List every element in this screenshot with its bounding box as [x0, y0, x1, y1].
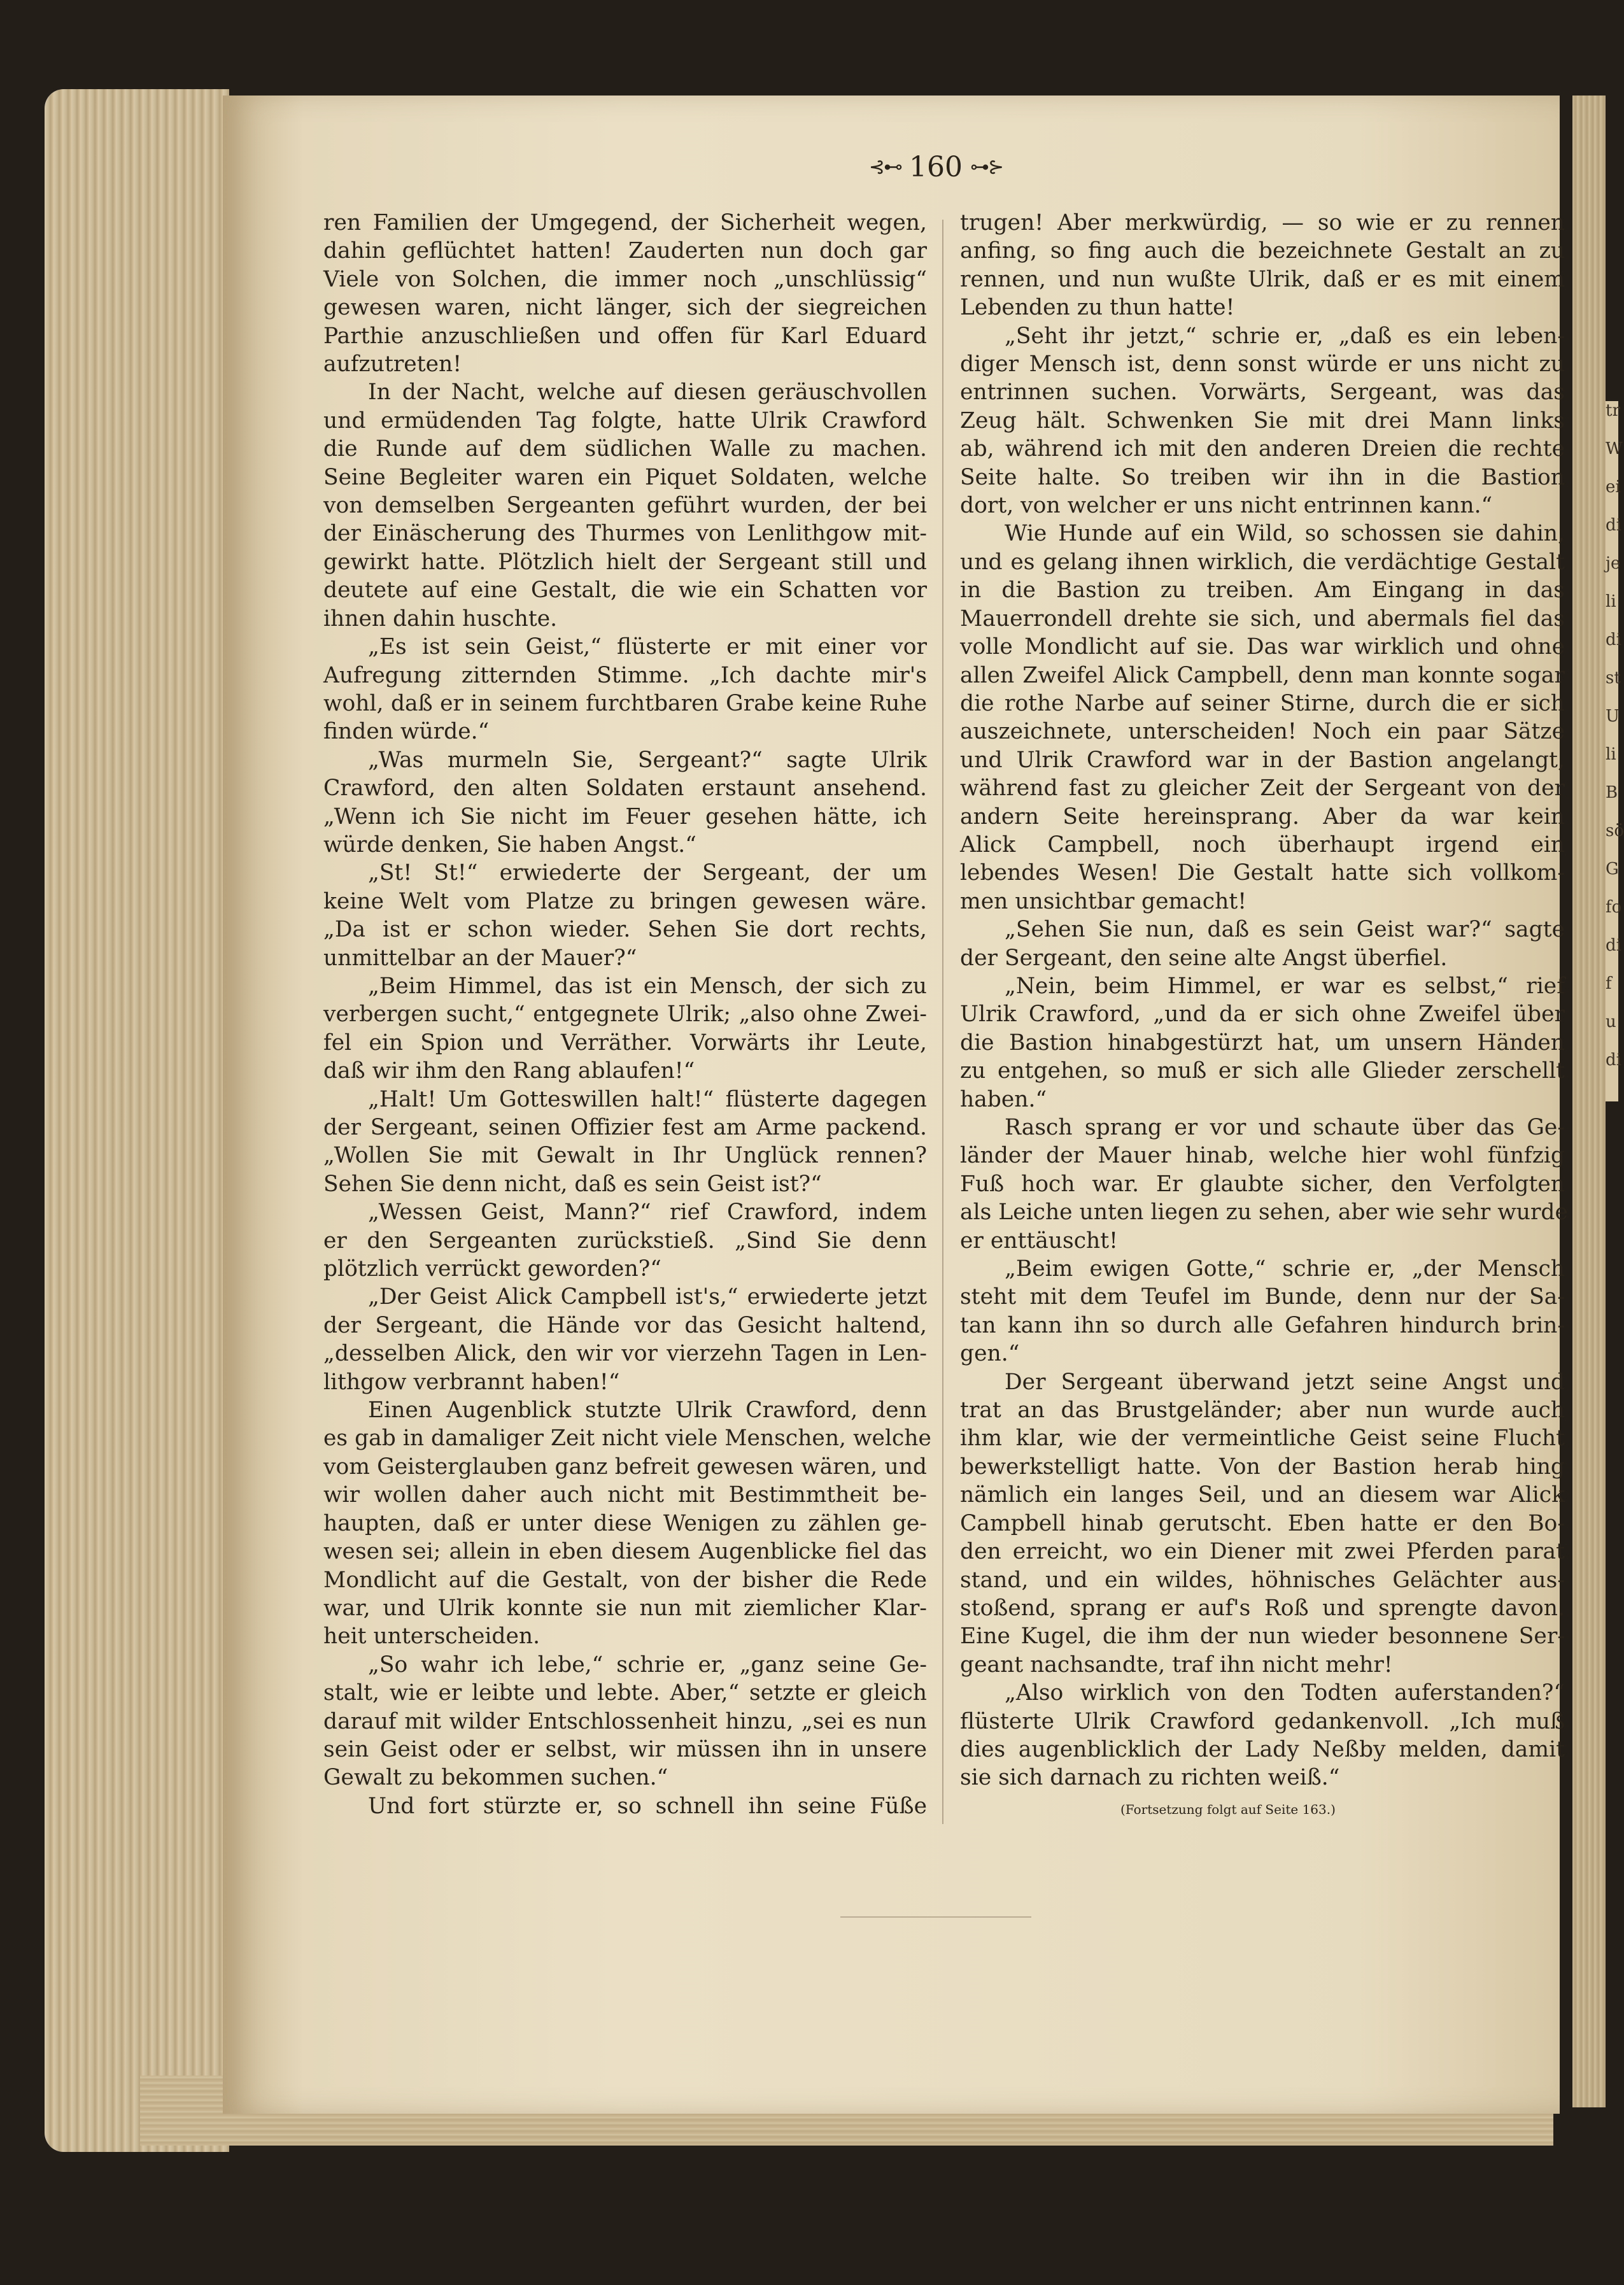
- text-line: daß wir ihm den Rang ablaufen!“: [323, 1058, 695, 1084]
- next-page-fragment-text: u: [1606, 1012, 1616, 1031]
- page-number-header: [828, 148, 1044, 186]
- text-line: Sehen Sie denn nicht, daß es sein Geist ist?“: [323, 1171, 822, 1197]
- text-line: Wie Hunde auf ein Wild, so schossen sie dahin,: [1005, 521, 1565, 547]
- text-line: trugen! Aber merkwürdig, — so wie er zu rennen: [960, 210, 1565, 236]
- next-page-fragment-text: sö: [1606, 821, 1624, 840]
- next-page-fragment-text: ei: [1606, 478, 1621, 497]
- text-line: steht mit dem Teufel im Bunde, denn nur der Sa-: [960, 1284, 1565, 1310]
- text-line: die Runde auf dem südlichen Walle zu machen.: [323, 436, 927, 462]
- text-line: der Sergeant, seinen Offizier fest am Arme packend.: [323, 1115, 927, 1140]
- text-line: Viele von Solchen, die immer noch „unschlüssig“: [323, 266, 927, 292]
- text-line: Seine Begleiter waren ein Piquet Soldaten, welche: [323, 464, 927, 490]
- next-page-fragment-text: B: [1606, 783, 1618, 802]
- text-line: und ermüdenden Tag folgte, hatte Ulrik Crawford: [323, 407, 927, 434]
- text-line: und es gelang ihnen wirklich, die verdächtige Gestalt: [960, 549, 1565, 575]
- text-line: Aufregung zitternden Stimme. „Ich dachte mir's: [323, 662, 927, 688]
- text-line: Campbell hinab gerutscht. Eben hatte er den Bo-: [960, 1510, 1565, 1536]
- text-line: „Wollen Sie mit Gewalt in Ihr Unglück rennen?: [323, 1143, 927, 1169]
- text-line: nämlich ein langes Seil, und an diesem war Alick: [960, 1482, 1565, 1508]
- text-line: „Beim Himmel, das ist ein Mensch, der sich zu: [368, 973, 927, 999]
- ornament-left: ⊰⊷: [868, 155, 901, 178]
- text-line: gewesen waren, nicht länger, sich der siegreichen: [323, 295, 927, 321]
- text-line: Und fort stürzte er, so schnell ihn seine Füße: [368, 1793, 927, 1819]
- text-line: In der Nacht, welche auf diesen geräuschvollen: [368, 379, 927, 406]
- text-line: als Leiche unten liegen zu sehen, aber wie sehr wurde: [960, 1199, 1568, 1226]
- text-line: stalt, wie er leibte und lebte. Aber,“ setzte er gleich: [323, 1680, 927, 1706]
- text-line: zu entgehen, so muß er sich alle Glieder zerschellt: [960, 1058, 1565, 1084]
- text-line: unmittelbar an der Mauer?“: [323, 945, 637, 971]
- text-line: sein Geist oder er selbst, wir müssen ihn in unsere: [323, 1736, 927, 1762]
- continuation-note: (Fortsetzung folgt auf Seite 163.): [1120, 1802, 1336, 1817]
- text-line: dies augenblicklich der Lady Neßby melden, damit: [960, 1736, 1565, 1762]
- text-line: anfing, so fing auch die bezeichnete Gestalt an zu: [960, 238, 1565, 264]
- text-line: entrinnen suchen. Vorwärts, Sergeant, was das: [960, 379, 1565, 406]
- text-line: geant nachsandte, traf ihn nicht mehr!: [960, 1652, 1393, 1678]
- right-text-column: [960, 209, 1568, 1792]
- text-line: und Ulrik Crawford war in der Bastion angelangt,: [960, 747, 1565, 773]
- text-line: tan kann ihn so durch alle Gefahren hindurch brin-: [960, 1312, 1565, 1338]
- text-line: wohl, daß er in seinem furchtbaren Grabe keine Ruhe: [323, 690, 927, 716]
- next-page-fragment-text: li: [1606, 745, 1616, 764]
- text-line: „St! St!“ erwiederte der Sergeant, der um: [368, 860, 927, 886]
- text-line: stand, und ein wildes, höhnisches Gelächter aus-: [960, 1567, 1565, 1593]
- text-line: stoßend, sprang er auf's Roß und sprengte davon.: [960, 1595, 1565, 1621]
- text-line: „Da ist er schon wieder. Sehen Sie dort rechts,: [323, 917, 927, 943]
- text-line: „desselben Alick, den wir vor vierzehn Tagen in Len-: [323, 1341, 927, 1367]
- text-line: der Sergeant, die Hände vor das Gesicht haltend,: [323, 1312, 927, 1338]
- text-line: länder der Mauer hinab, welche hier wohl fünfzig: [960, 1143, 1565, 1169]
- text-line: Mauerrondell drehte sie sich, und abermals fiel das: [960, 605, 1565, 632]
- text-line: bewerkstelligt hatte. Von der Bastion herab hing: [960, 1454, 1565, 1480]
- text-line: Gewalt zu bekommen suchen.“: [323, 1765, 668, 1791]
- text-line: Parthie anzuschließen und offen für Karl Eduard: [323, 323, 927, 349]
- text-line: „Wessen Geist, Mann?“ rief Crawford, indem: [368, 1199, 927, 1226]
- text-line: auszeichnete, unterscheiden! Noch ein paar Sätze: [960, 719, 1565, 745]
- text-line: die Bastion hinabgestürzt hat, um unsern Händen: [960, 1029, 1565, 1056]
- text-line: allen Zweifel Alick Campbell, denn man konnte sogar: [960, 662, 1565, 688]
- text-line: würde denken, Sie haben Angst.“: [323, 831, 696, 858]
- text-line: keine Welt vom Platze zu bringen gewesen wäre.: [323, 888, 927, 914]
- next-page-fragment-text: W: [1606, 439, 1623, 458]
- text-line: Fuß hoch war. Er glaubte sicher, den Verfolgten: [960, 1171, 1565, 1197]
- text-line: „Was murmeln Sie, Sergeant?“ sagte Ulrik: [368, 747, 927, 773]
- text-line: verbergen sucht,“ entgegnete Ulrik; „also ohne Zwei-: [323, 1001, 927, 1028]
- text-line: dahin geflüchtet hatten! Zauderten nun doch gar: [323, 238, 927, 264]
- text-line: „Sehen Sie nun, daß es sein Geist war?“ sagte: [1005, 917, 1565, 943]
- text-line: vom Geisterglauben ganz befreit gewesen wären, und: [323, 1454, 927, 1480]
- text-line: war, und Ulrik konnte sie nun mit ziemlicher Klar-: [323, 1595, 927, 1621]
- text-line: flüsterte Ulrik Crawford gedankenvoll. „Ich muß: [960, 1708, 1565, 1734]
- text-line: Mondlicht auf die Gestalt, von der bisher die Rede: [323, 1567, 927, 1593]
- next-page-fragment-text: f: [1606, 974, 1612, 993]
- text-line: trat an das Brustgeländer; aber nun wurde auch: [960, 1397, 1565, 1424]
- text-line: aufzutreten!: [323, 351, 462, 378]
- book-page-edges-right: [1572, 96, 1606, 2107]
- next-page-fragment-text: G: [1606, 860, 1619, 879]
- text-line: diger Mensch ist, denn sonst würde er uns nicht zu: [960, 351, 1565, 378]
- next-page-fragment-text: di: [1606, 630, 1621, 649]
- next-page-fragment-text: di: [1606, 936, 1621, 955]
- next-page-fragment-text: li: [1606, 592, 1616, 611]
- text-line: „Nein, beim Himmel, er war es selbst,“ rief: [1005, 973, 1565, 999]
- text-line: lebendes Wesen! Die Gestalt hatte sich vollkom-: [960, 860, 1565, 886]
- text-line: heit unterscheiden.: [323, 1624, 540, 1650]
- text-line: der Einäscherung des Thurmes von Lenlithgow mit-: [323, 521, 927, 547]
- text-line: den erreicht, wo ein Diener mit zwei Pferden parat: [960, 1539, 1565, 1565]
- text-line: „Halt! Um Gotteswillen halt!“ flüsterte dagegen: [368, 1086, 927, 1112]
- text-line: rennen, und nun wußte Ulrik, daß er es mit einem: [960, 266, 1565, 292]
- text-line: Der Sergeant überwand jetzt seine Angst und: [1005, 1369, 1565, 1395]
- text-line: Zeug hält. Schwenken Sie mit drei Mann links: [960, 407, 1565, 434]
- text-line: Seite halte. So treiben wir ihn in die Bastion: [960, 464, 1565, 490]
- next-page-fragment-text: fo: [1606, 898, 1622, 917]
- text-line: „So wahr ich lebe,“ schrie er, „ganz seine Ge-: [368, 1652, 927, 1678]
- text-line: „Seht ihr jetzt,“ schrie er, „daß es ein leben-: [1005, 323, 1565, 349]
- next-page-fragment-text: je: [1606, 554, 1621, 573]
- text-line: „Der Geist Alick Campbell ist's,“ erwiederte jetzt: [368, 1284, 927, 1310]
- page-number: 160: [909, 150, 963, 183]
- text-line: Einen Augenblick stutzte Ulrik Crawford, denn: [368, 1397, 927, 1424]
- book-page-edges-left: [45, 89, 229, 2152]
- text-line: gewirkt hatte. Plötzlich hielt der Sergeant still und: [323, 549, 927, 575]
- text-line: während fast zu gleicher Zeit der Sergeant von der: [960, 775, 1565, 802]
- text-line: der Sergeant, den seine alte Angst überfiel.: [960, 945, 1448, 971]
- column-divider: [942, 220, 943, 1824]
- text-line: haupten, daß er unter diese Wenigen zu zählen ge-: [323, 1510, 927, 1536]
- text-line: „Wenn ich Sie nicht im Feuer gesehen hätte, ich: [323, 803, 927, 830]
- text-line: in die Bastion zu treiben. Am Eingang in das: [960, 577, 1565, 604]
- text-line: Eine Kugel, die ihm der nun wieder besonnene Ser-: [960, 1624, 1565, 1650]
- text-line: wir wollen daher auch nicht mit Bestimmtheit be-: [323, 1482, 927, 1508]
- text-line: ihnen dahin huschte.: [323, 605, 558, 632]
- text-line: sie sich darnach zu richten weiß.“: [960, 1765, 1340, 1791]
- text-line: er enttäuscht!: [960, 1227, 1119, 1254]
- text-line: men unsichtbar gemacht!: [960, 888, 1247, 914]
- text-line: Rasch sprang er vor und schaute über das Ge-: [1005, 1115, 1565, 1140]
- next-page-fragment-text: di: [1606, 516, 1621, 535]
- text-line: lithgow verbrannt haben!“: [323, 1369, 620, 1395]
- text-line: andern Seite hereinsprang. Aber da war kein: [960, 803, 1565, 830]
- text-line: „Beim ewigen Gotte,“ schrie er, „der Mensch: [1005, 1256, 1565, 1282]
- text-line: Crawford, den alten Soldaten erstaunt ansehend.: [323, 775, 927, 802]
- text-line: „Es ist sein Geist,“ flüsterte er mit einer vor: [368, 634, 927, 660]
- text-line: ab, während ich mit den anderen Dreien die rechte: [960, 436, 1565, 462]
- bottom-rule: [840, 1916, 1031, 1918]
- text-line: plötzlich verrückt geworden?“: [323, 1256, 661, 1282]
- text-line: dort, von welcher er uns nicht entrinnen kann.“: [960, 493, 1493, 519]
- text-line: von demselben Sergeanten geführt wurden, der bei: [323, 493, 927, 519]
- text-line: es gab in damaliger Zeit nicht viele Menschen, welche: [323, 1425, 931, 1452]
- next-page-fragment: [1606, 401, 1624, 1101]
- next-page-fragment-text: st: [1606, 669, 1621, 688]
- text-line: Alick Campbell, noch überhaupt irgend ein: [960, 831, 1565, 858]
- next-page-fragment-text: U: [1606, 707, 1620, 726]
- next-page-fragment-text: di: [1606, 1051, 1621, 1070]
- next-page-fragment-text: tr: [1606, 401, 1620, 420]
- text-line: ihm klar, wie der vermeintliche Geist seine Flucht: [960, 1425, 1565, 1452]
- left-text-column: [323, 209, 931, 1820]
- text-line: die rothe Narbe auf seiner Stirne, durch die er sich: [960, 690, 1565, 716]
- text-line: Ulrik Crawford, „und da er sich ohne Zweifel über: [960, 1001, 1565, 1028]
- text-line: fel ein Spion und Verräther. Vorwärts ihr Leute,: [323, 1029, 927, 1056]
- text-line: finden würde.“: [323, 719, 490, 745]
- text-line: volle Mondlicht auf sie. Das war wirklich und ohne: [960, 634, 1565, 660]
- text-line: er den Sergeanten zurückstieß. „Sind Sie denn: [323, 1227, 927, 1254]
- text-line: ren Familien der Umgegend, der Sicherheit wegen,: [323, 210, 927, 236]
- text-line: „Also wirklich von den Todten auferstanden?“: [1005, 1680, 1565, 1706]
- ornament-right: ⊶⊱: [970, 155, 1003, 178]
- text-line: Lebenden zu thun hatte!: [960, 295, 1235, 321]
- text-line: wesen sei; allein in eben diesem Augenblicke fiel das: [323, 1539, 927, 1565]
- text-line: gen.“: [960, 1341, 1020, 1367]
- text-line: deutete auf eine Gestalt, die wie ein Schatten vor: [323, 577, 927, 604]
- text-line: haben.“: [960, 1086, 1047, 1112]
- text-line: darauf mit wilder Entschlossenheit hinzu, „sei es nun: [323, 1708, 927, 1734]
